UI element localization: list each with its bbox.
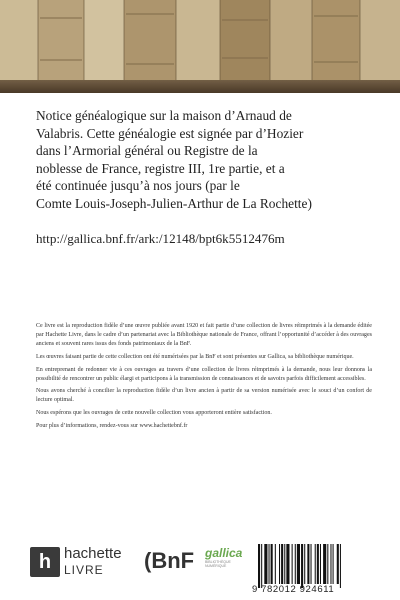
isbn-number: 9 782012 924611	[252, 584, 335, 595]
hachette-livre-logo	[30, 545, 134, 581]
bnf-logo: (BnF	[144, 548, 195, 573]
title-line: Comte Louis-Joseph-Julien-Arthur de La Rochette)	[36, 195, 312, 211]
hachette-icon: h	[30, 547, 60, 577]
cover-footer	[0, 540, 400, 600]
notice-paragraph: Pour plus d’informations, rendez-vous sur www.hachettebnf.fr	[36, 423, 188, 430]
livre-wordmark: LIVRE	[64, 563, 104, 577]
notice-paragraph: Nous avons cherché à concilier la reproduction fidèle d’un livre ancien à partir de sa version numérisée avec le souci d’un confort de lecture optimal.	[36, 388, 372, 404]
book-title	[36, 107, 376, 213]
publisher-notice	[36, 322, 372, 435]
hachette-wordmark: hachette	[64, 545, 122, 562]
bookshelf-banner-image	[0, 0, 400, 93]
gallica-url: http://gallica.bnf.fr/ark:/12148/bpt6k5512476m	[36, 231, 285, 246]
gallica-logo	[205, 546, 243, 576]
title-line: Notice généalogique sur la maison d’Arnaud de	[36, 108, 292, 123]
title-line: dans l’Armorial général ou Registre de la	[36, 143, 258, 159]
title-line: noblesse de France, registre III, 1re partie, et a	[36, 160, 285, 176]
notice-paragraph: Les œuvres faisant partie de cette collection ont été numérisées par la BnF et sont présentes sur Gallica, sa bibliothèque numérique.	[36, 353, 354, 360]
gallica-wordmark: gallica	[205, 546, 243, 560]
notice-paragraph: En entreprenant de redonner vie à ces ouvrages au travers d’une collection de livres réimprimés à la demande, nous leur donnons la possibilité de rencontrer un public élargi et participons à la transmission de connaissances et de savoirs parfois difficilement accessibles.	[36, 366, 372, 382]
bookshelf-illustration	[0, 0, 400, 93]
title-line: été continuée jusqu’à nos jours (par le	[36, 178, 240, 194]
notice-paragraph: Nous espérons que les ouvrages de cette nouvelle collection vous apporteront entière satisfaction.	[36, 410, 272, 417]
notice-paragraph: Ce livre est la reproduction fidèle d’une œuvre publiée avant 1920 et fait partie d’une collection de livres réimprimés à la demande éditée par Hachette Livre, dans le cadre d’un partenariat avec la Bibliothèque nationale de France, offrant l’opportunité d’accéder à des ouvrages anciens et souvent rares issus des fonds patrimoniaux de la BnF.	[36, 323, 372, 347]
title-line: Valabris. Cette généalogie est signée par d’Hozier	[36, 125, 304, 141]
gallica-subtitle: BIBLIOTHÈQUE NUMÉRIQUE	[205, 560, 231, 568]
